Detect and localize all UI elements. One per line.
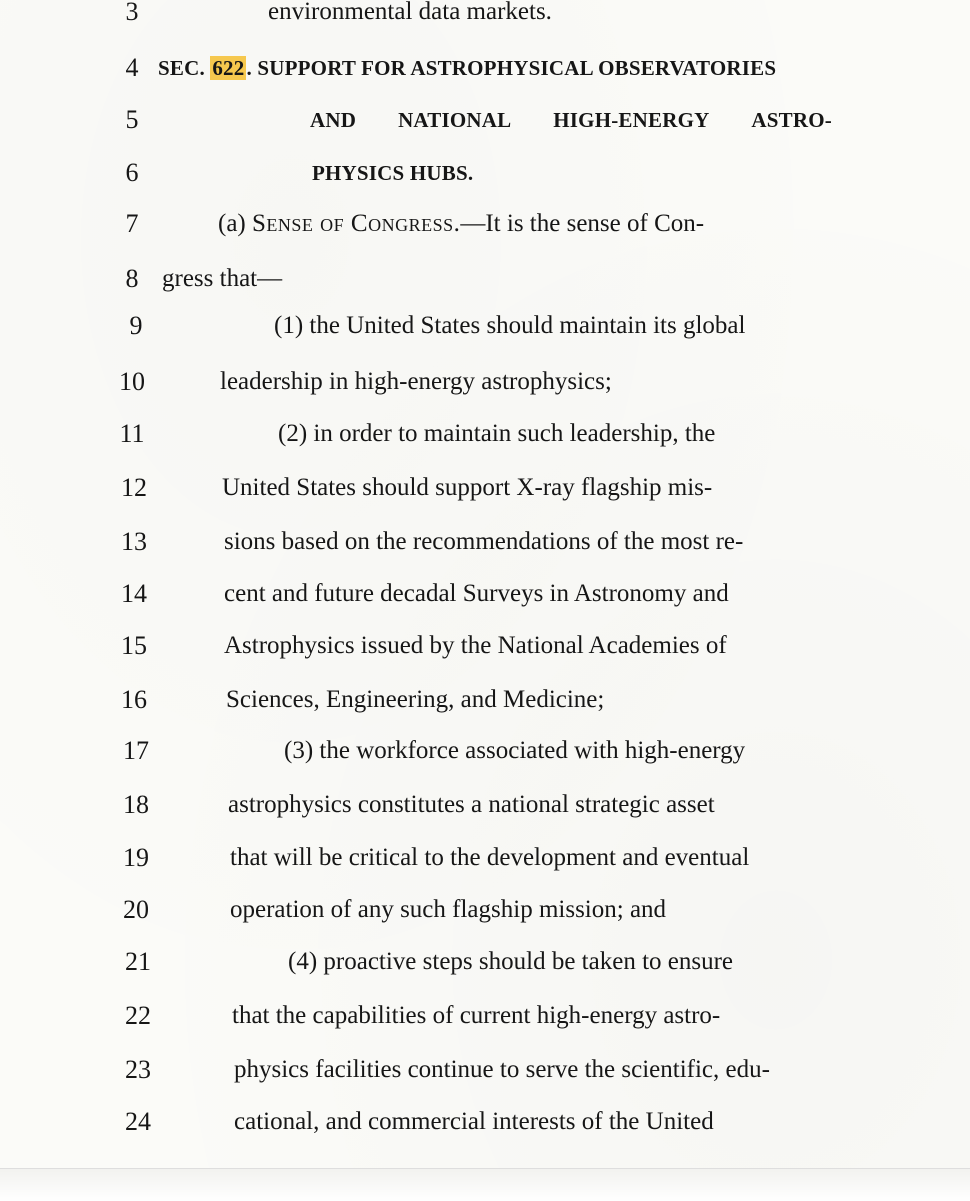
line-text: United States should support X-ray flagship mis-	[222, 474, 713, 501]
heading-word: HIGH-ENERGY	[553, 108, 710, 132]
line-text: physics facilities continue to serve the scientific, edu-	[234, 1056, 770, 1083]
document-line	[0, 626, 970, 666]
line-number: 11	[119, 419, 145, 448]
line-text: (4) proactive steps should be taken to ensure	[288, 948, 734, 975]
subsection-label: (a)	[218, 210, 246, 237]
line-text: Sciences, Engineering, and Medicine;	[226, 686, 605, 713]
document-line	[0, 362, 970, 402]
line-number: 20	[123, 895, 149, 924]
line-number: 23	[125, 1055, 151, 1084]
line-text: Astrophysics issued by the National Academies of	[224, 632, 727, 659]
subsection-heading: Sense of Congress.	[252, 210, 461, 237]
line-text: gress that—	[162, 265, 283, 292]
document-line	[0, 731, 970, 771]
document-line	[0, 838, 970, 878]
document-line	[0, 574, 970, 614]
document-line	[0, 785, 970, 825]
document-line	[0, 204, 970, 244]
document-line	[0, 680, 970, 720]
line-text: sions based on the recommendations of the most re-	[224, 528, 744, 555]
line-number: 22	[125, 1001, 151, 1030]
line-number: 9	[129, 311, 143, 340]
line-text: cational, and commercial interests of the United	[234, 1108, 714, 1135]
section-title: . SUPPORT FOR ASTROPHYSICAL OBSERVATORIES	[246, 56, 777, 80]
line-number: 19	[123, 843, 149, 872]
line-number: 13	[121, 527, 147, 556]
line-text: that the capabilities of current high-energy astro-	[232, 1002, 721, 1029]
line-number: 10	[119, 367, 145, 396]
line-text: astrophysics constitutes a national strategic asset	[228, 791, 715, 818]
section-title-continued: PHYSICS HUBS.	[312, 161, 474, 185]
document-line	[0, 522, 970, 562]
line-text: operation of any such flagship mission; and	[230, 896, 667, 923]
line-text: that will be critical to the development and eventual	[230, 844, 750, 871]
line-number: 24	[125, 1107, 151, 1136]
document-line	[0, 996, 970, 1036]
line-text: cent and future decadal Surveys in Astronomy and	[224, 580, 729, 607]
section-heading	[158, 48, 776, 88]
line-number: 16	[121, 685, 147, 714]
document-line	[0, 414, 970, 454]
document-line	[0, 1050, 970, 1090]
subsection-line	[218, 204, 704, 244]
line-text: —It is the sense of Con-	[460, 210, 705, 237]
line-text: (3) the workforce associated with high-energy	[284, 737, 746, 764]
section-heading-line	[0, 100, 970, 140]
line-number: 17	[123, 736, 149, 765]
section-prefix: SEC.	[158, 56, 205, 80]
line-number: 12	[121, 473, 147, 502]
line-text: environmental data markets.	[268, 0, 552, 25]
line-number: 8	[125, 264, 139, 293]
document-line	[0, 306, 970, 346]
document-line	[0, 468, 970, 508]
section-title-continued	[310, 100, 832, 140]
heading-word: ASTRO-	[751, 108, 832, 132]
line-text: leadership in high-energy astrophysics;	[220, 368, 612, 395]
section-heading-line	[0, 48, 970, 88]
document-line	[0, 259, 970, 299]
line-number: 4	[125, 53, 139, 82]
page-bottom-edge	[0, 1168, 970, 1201]
document-line	[0, 942, 970, 982]
line-number: 7	[125, 209, 139, 238]
heading-word: AND	[310, 108, 357, 132]
line-number: 5	[125, 105, 139, 134]
heading-word: NATIONAL	[398, 108, 512, 132]
line-text: (1) the United States should maintain its global	[274, 312, 746, 339]
section-heading-line	[0, 153, 970, 193]
line-text: (2) in order to maintain such leadership, the	[278, 420, 716, 447]
line-number: 21	[125, 947, 151, 976]
document-line	[0, 0, 970, 32]
line-number: 6	[125, 158, 139, 187]
highlighted-section-number: 622	[212, 56, 245, 80]
line-number: 3	[125, 0, 139, 26]
document-line	[0, 1102, 970, 1142]
line-number: 14	[121, 579, 147, 608]
document-line	[0, 890, 970, 930]
line-number: 15	[121, 631, 147, 660]
line-number: 18	[123, 790, 149, 819]
